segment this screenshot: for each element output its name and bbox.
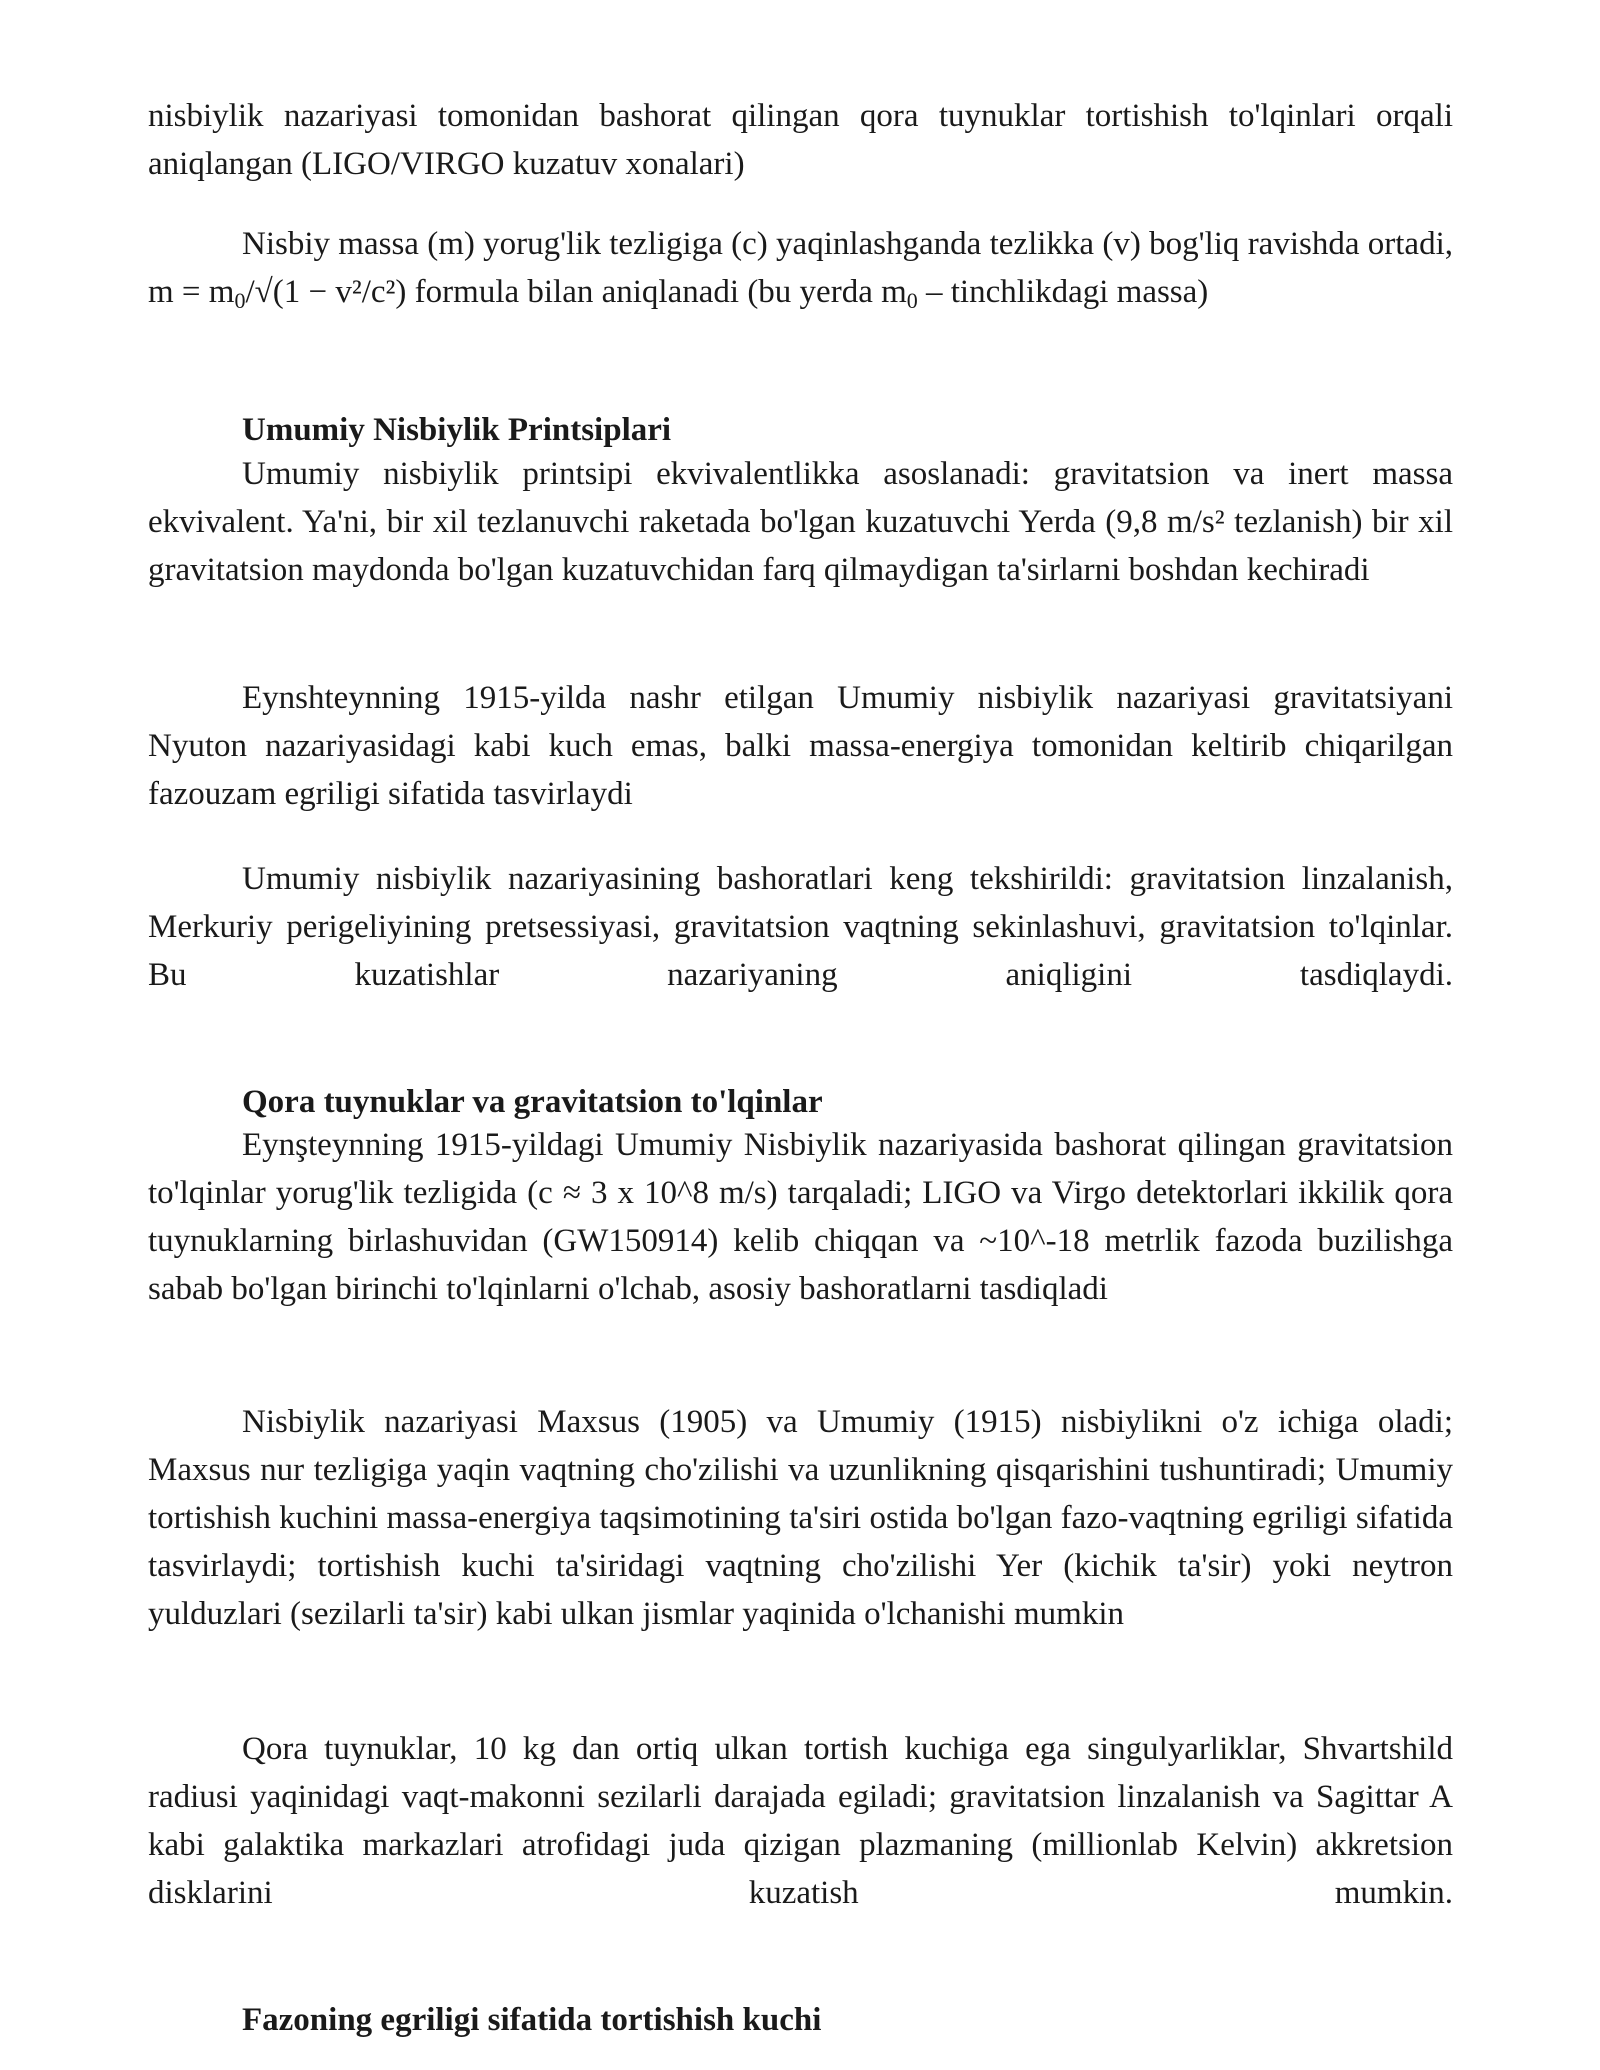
paragraph-black-holes: Qora tuynuklar, 10 kg dan ortiq ulkan tortish kuchiga ega singulyarliklar, Shvartshild radiusi yaqinidagi vaqt-makonni sezilarli darajada egiladi; gravitatsion linzalanish va Sagittar A kabi galaktika markazlari atrofidagi juda qizigan plazmaning (millionlab Kelvin) akkretsion disklarini kuzatish mumkin. <box>148 1731 1453 1911</box>
subscript-zero: 0 <box>234 288 246 313</box>
heading-gravity-as-curvature: Fazoning egriligi sifatida tortishish kuchi <box>242 2002 822 2038</box>
heading-general-relativity-principles: Umumiy Nisbiylik Printsiplari <box>242 412 672 448</box>
paragraph-special-general-relativity: Nisbiylik nazariyasi Maxsus (1905) va Umumiy (1915) nisbiylikni o'z ichiga oladi; Maxsus nur tezligiga yaqin vaqtning cho'zilishi va uzunlikning qisqarishini tushuntiradi; Umumiy tortishish kuchini massa-energiya taqsimotining ta'siri ostida bo'lgan fazo-vaqtning egriligi sifatida tasvirlaydi; tortishish kuchi ta'siridagi vaqtning cho'zilishi Yer (kichik ta'sir) yoki neytron yulduzlari (sezilarli ta'sir) kabi ulkan jismlar yaqinida o'lchanishi mumkin <box>148 1404 1453 1632</box>
heading-black-holes-gravitational-waves: Qora tuynuklar va gravitatsion to'lqinlar <box>242 1084 823 1120</box>
paragraph-relative-mass-part2: /√(1 − v²/c²) formula bilan aniqlanadi (bu yerda m <box>245 274 907 310</box>
paragraph-predictions-tested: Umumiy nisbiylik nazariyasining bashoratlari keng tekshirildi: gravitatsion linzalanish, Merkuriy perigeliyining pretsessiyasi, gravitatsion vaqtning sekinlashuvi, gravitatsion to'lqinlar. Bu kuzatishlar nazariyaning aniqligini tasdiqlaydi. <box>148 861 1453 993</box>
paragraph-relative-mass <box>148 220 1453 316</box>
paragraph-relative-mass-part1: Nisbiy massa (m) yorug'lik tezligiga (c) yaqinlashganda tezlikka (v) bog'liq ravishda ortadi, m = m <box>148 226 1453 310</box>
paragraph-equivalence-principle: Umumiy nisbiylik printsipi ekvivalentlikka asoslanadi: gravitatsion va inert massa ekvivalent. Ya'ni, bir xil tezlanuvchi raketada bo'lgan kuzatuvchi Yerda (9,8 m/s² tezlanish) bir xil gravitatsion maydonda bo'lgan kuzatuvchidan farq qilmaydigan ta'sirlarni boshdan kechiradi <box>148 456 1453 588</box>
paragraph-relative-mass-part3: – tinchlikdagi massa) <box>917 274 1209 310</box>
paragraph-gravitational-waves: Eynşteynning 1915-yildagi Umumiy Nisbiylik nazariyasida bashorat qilingan gravitatsion to'lqinlar yorug'lik tezligida (c ≈ 3 x 10^8 m/s) tarqaladi; LIGO va Virgo detektorlari ikkilik qora tuynuklarning birlashuvidan (GW150914) kelib chiqqan va ~10^-18 metrlik fazoda buzilishga sabab bo'lgan birinchi to'lqinlarni o'lchab, asosiy bashoratlarni tasdiqladi <box>148 1127 1453 1307</box>
paragraph-ligo-continuation: nisbiylik nazariyasi tomonidan bashorat qilingan qora tuynuklar tortishish to'lqinlari orqali aniqlangan (LIGO/VIRGO kuzatuv xonalari) <box>148 98 1453 182</box>
subscript-zero: 0 <box>906 288 918 313</box>
paragraph-einstein-1915: Eynshteynning 1915-yilda nashr etilgan Umumiy nisbiylik nazariyasi gravitatsiyani Nyuton nazariyasidagi kabi kuch emas, balki massa-energiya tomonidan keltirib chiqarilgan fazouzam egriligi sifatida tasvirlaydi <box>148 680 1453 812</box>
